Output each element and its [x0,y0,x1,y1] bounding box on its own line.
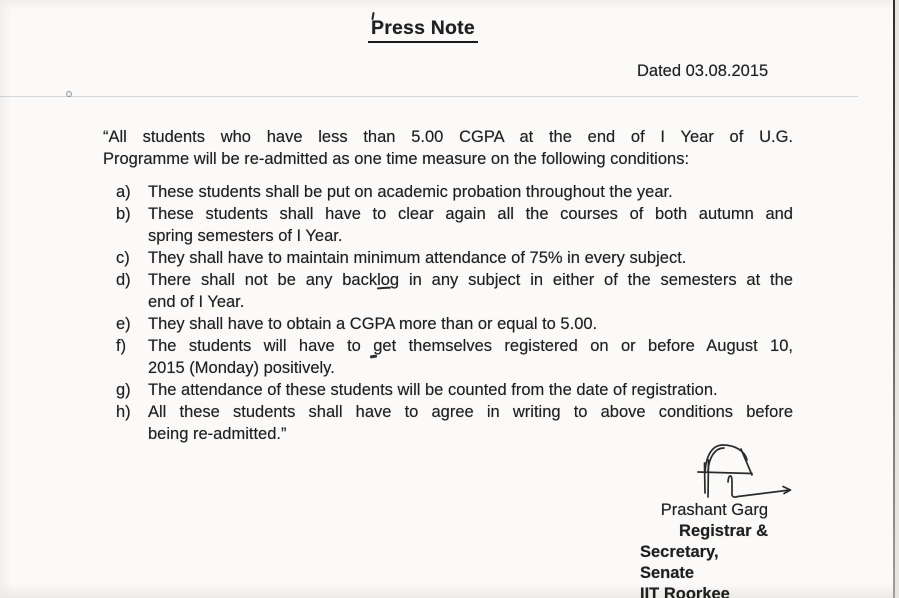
condition-text [148,401,793,445]
condition-label: h) [116,403,131,421]
condition-item [116,335,793,379]
intro-line: Programme will be re-admitted as one time measure on the following conditions: [103,150,690,168]
signatory-title-line: IIT Roorkee [640,585,730,598]
condition-text-line: The attendance of these students will be counted from the date of registration. [148,381,718,399]
signatory-name: Prashant Garg [660,501,768,519]
date-line: Dated 03.08.2015 [637,62,769,80]
intro-line: “All students who have less than 5.00 CGPA at the end of I Year of U.G. [103,128,793,146]
signature-stroke [698,472,752,474]
condition-label: a) [116,183,131,201]
scan-artifact-horizontal-line [0,96,858,97]
condition-text-line: All these students shall have to agree in writing to above conditions before [148,403,793,421]
signature-stroke [708,460,709,497]
condition-text-line: There shall not be any backlog in any subject in either of the semesters at the [148,271,793,289]
condition-text-line: being re-admitted.” [148,425,287,443]
condition-text-line: They shall have to maintain minimum attendance of 75% in every subject. [148,249,687,267]
condition-label: b) [116,205,131,223]
condition-label: f) [116,337,127,355]
conditions-list [116,181,793,445]
handwritten-signature [695,441,800,503]
condition-label: g) [116,381,131,399]
condition-text-line: 2015 (Monday) positively. [148,359,335,377]
condition-text [148,181,793,203]
intro-paragraph [103,126,793,170]
condition-text [148,203,793,247]
signatory-title-line: Registrar & [679,522,768,540]
condition-text [148,335,793,379]
condition-text [148,269,793,313]
condition-text [148,247,793,269]
signatory-title-line: Secretary, Senate [640,543,719,582]
condition-item [116,181,793,203]
condition-text-line: These students shall have to clear again all the courses of both autumn and [148,205,793,223]
condition-item [116,203,793,247]
signature-stroke [705,463,706,493]
condition-text-line: spring semesters of I Year. [148,227,343,245]
condition-text [148,379,793,401]
signature-stroke [741,449,752,475]
scan-edge-strip [895,0,899,598]
condition-item [116,247,793,269]
condition-label: c) [116,249,130,267]
condition-text-line: The students will have to get themselves registered on or before August 10, [148,337,793,355]
signature-stroke [728,476,790,497]
condition-item [116,269,793,313]
condition-label: d) [116,271,131,289]
page-title: Press Note [368,17,478,43]
condition-label: e) [116,315,131,333]
condition-text-line: end of I Year. [148,293,245,311]
condition-text [148,313,793,335]
condition-text-line: They shall have to obtain a CGPA more than or equal to 5.00. [148,315,598,333]
condition-text-line: These students shall be put on academic probation throughout the year. [148,183,673,201]
condition-item [116,401,793,445]
condition-item [116,313,793,335]
condition-item [116,379,793,401]
signature-block [640,500,768,598]
